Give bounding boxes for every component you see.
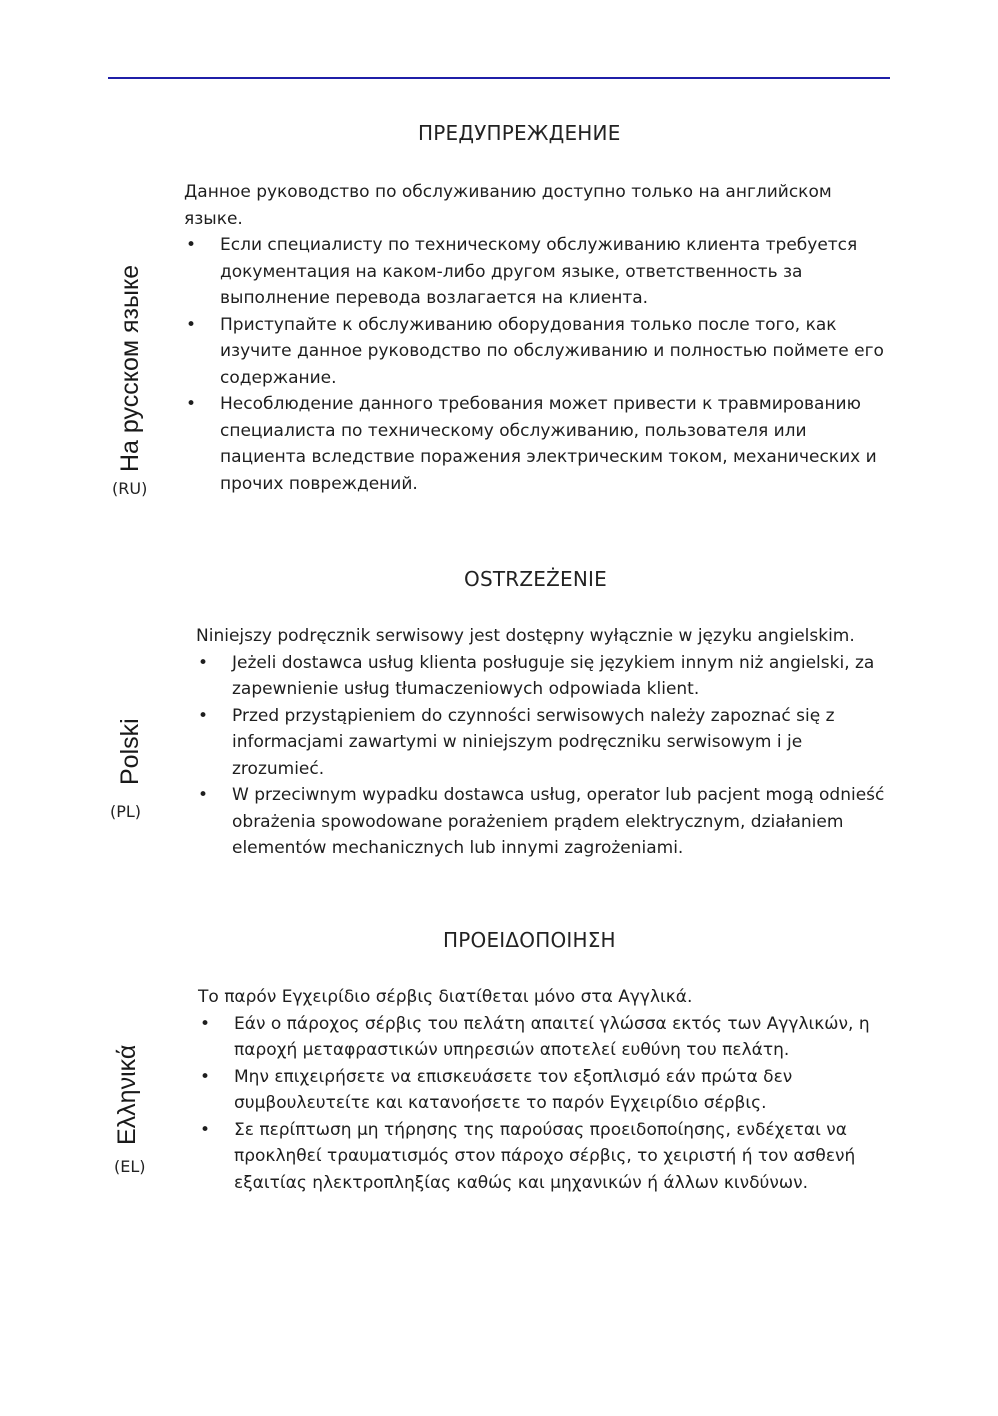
list-item (198, 1064, 888, 1117)
bullet-list (198, 1011, 888, 1197)
list-item-text: Μην επιχειρήσετε να επισκευάσετε τον εξοπλισμό εάν πρώτα δεν συμβουλευτείτε και κατανοήσετε το παρόν Εγχειρίδιο σέρβις. (234, 1066, 793, 1113)
language-label: Ελληνικά (113, 1044, 141, 1145)
list-item (198, 1117, 888, 1197)
section-title: ПРЕДУПРЕЖДЕНИЕ (418, 121, 621, 145)
bullet-icon: • (198, 785, 209, 805)
list-item (198, 1011, 888, 1064)
language-label: На русском языке (116, 264, 144, 472)
list-item-text: W przeciwnym wypadku dostawca usług, operator lub pacjent mogą odnieść obrażenia spowodowane porażeniem prądem elektrycznym, działaniem elementów mechanicznych lub innymi zagrożeniami. (232, 785, 885, 858)
list-item (196, 703, 890, 783)
bullet-icon: • (200, 1013, 211, 1034)
bullet-icon: • (186, 394, 197, 414)
section-body (196, 623, 890, 862)
list-item-text: Если специалисту по техническому обслуживанию клиента требуется документация на каком-либо другом языке, ответственность за выполнение перевода возлагается на клиента. (220, 235, 858, 308)
list-item (184, 312, 884, 392)
section-title: OSTRZEŻENIE (464, 567, 607, 591)
section-title: ΠΡΟΕΙΔΟΠΟΙΗΣΗ (443, 928, 616, 952)
language-code: (PL) (110, 802, 142, 821)
language-code: (EL) (114, 1157, 146, 1176)
list-item-text: Несоблюдение данного требования может привести к травмированию специалиста по техническому обслуживанию, пользователя или пациента вследствие поражения электрическим током, механических и прочих повреждений. (220, 394, 877, 494)
intro-text: Данное руководство по обслуживанию доступно только на английском языке. (184, 182, 832, 229)
list-item (184, 232, 884, 312)
header-rule (108, 77, 890, 79)
section-body (198, 984, 888, 1196)
list-item-text: Przed przystąpieniem do czynności serwisowych należy zapoznać się z informacjami zawartymi w niniejszym podręczniku serwisowym i je zrozumieć. (232, 705, 835, 779)
bullet-list (196, 650, 890, 862)
list-item-text: Jeżeli dostawca usług klienta posługuje się językiem innym niż angielski, za zapewnienie usług tłumaczeniowych odpowiada klient. (232, 652, 875, 699)
bullet-icon: • (198, 705, 209, 726)
bullet-icon: • (186, 314, 197, 335)
list-item (196, 650, 890, 703)
section-body (184, 179, 884, 497)
bullet-icon: • (200, 1119, 211, 1140)
list-item-text: Σε περίπτωση μη τήρησης της παρούσας προειδοποίησης, ενδέχεται να προκληθεί τραυματισμός στον πάροχο σέρβις, το χειριστή ή τον ασθενή εξαιτίας ηλεκτροπληξίας καθώς και μηχανικών ή άλλων κινδύνων. (234, 1119, 856, 1193)
bullet-icon: • (200, 1066, 211, 1087)
list-item (184, 391, 884, 497)
intro-text: Niniejszy podręcznik serwisowy jest dostępny wyłącznie w języku angielskim. (196, 626, 855, 646)
list-item-text: Приступайте к обслуживанию оборудования только после того, как изучите данное руководство по обслуживанию и полностью поймете его содержание. (220, 314, 884, 388)
intro-text: Το παρόν Εγχειρίδιο σέρβις διατίθεται μόνο στα Αγγλικά. (198, 987, 693, 1007)
bullet-icon: • (198, 652, 209, 673)
language-code: (RU) (112, 479, 148, 498)
bullet-icon: • (186, 235, 197, 255)
list-item (196, 782, 890, 862)
bullet-list (184, 232, 884, 497)
language-label: Polski (116, 718, 144, 785)
list-item-text: Εάν ο πάροχος σέρβις του πελάτη απαιτεί γλώσσα εκτός των Αγγλικών, η παροχή μεταφραστικών υπηρεσιών αποτελεί ευθύνη του πελάτη. (234, 1013, 870, 1060)
